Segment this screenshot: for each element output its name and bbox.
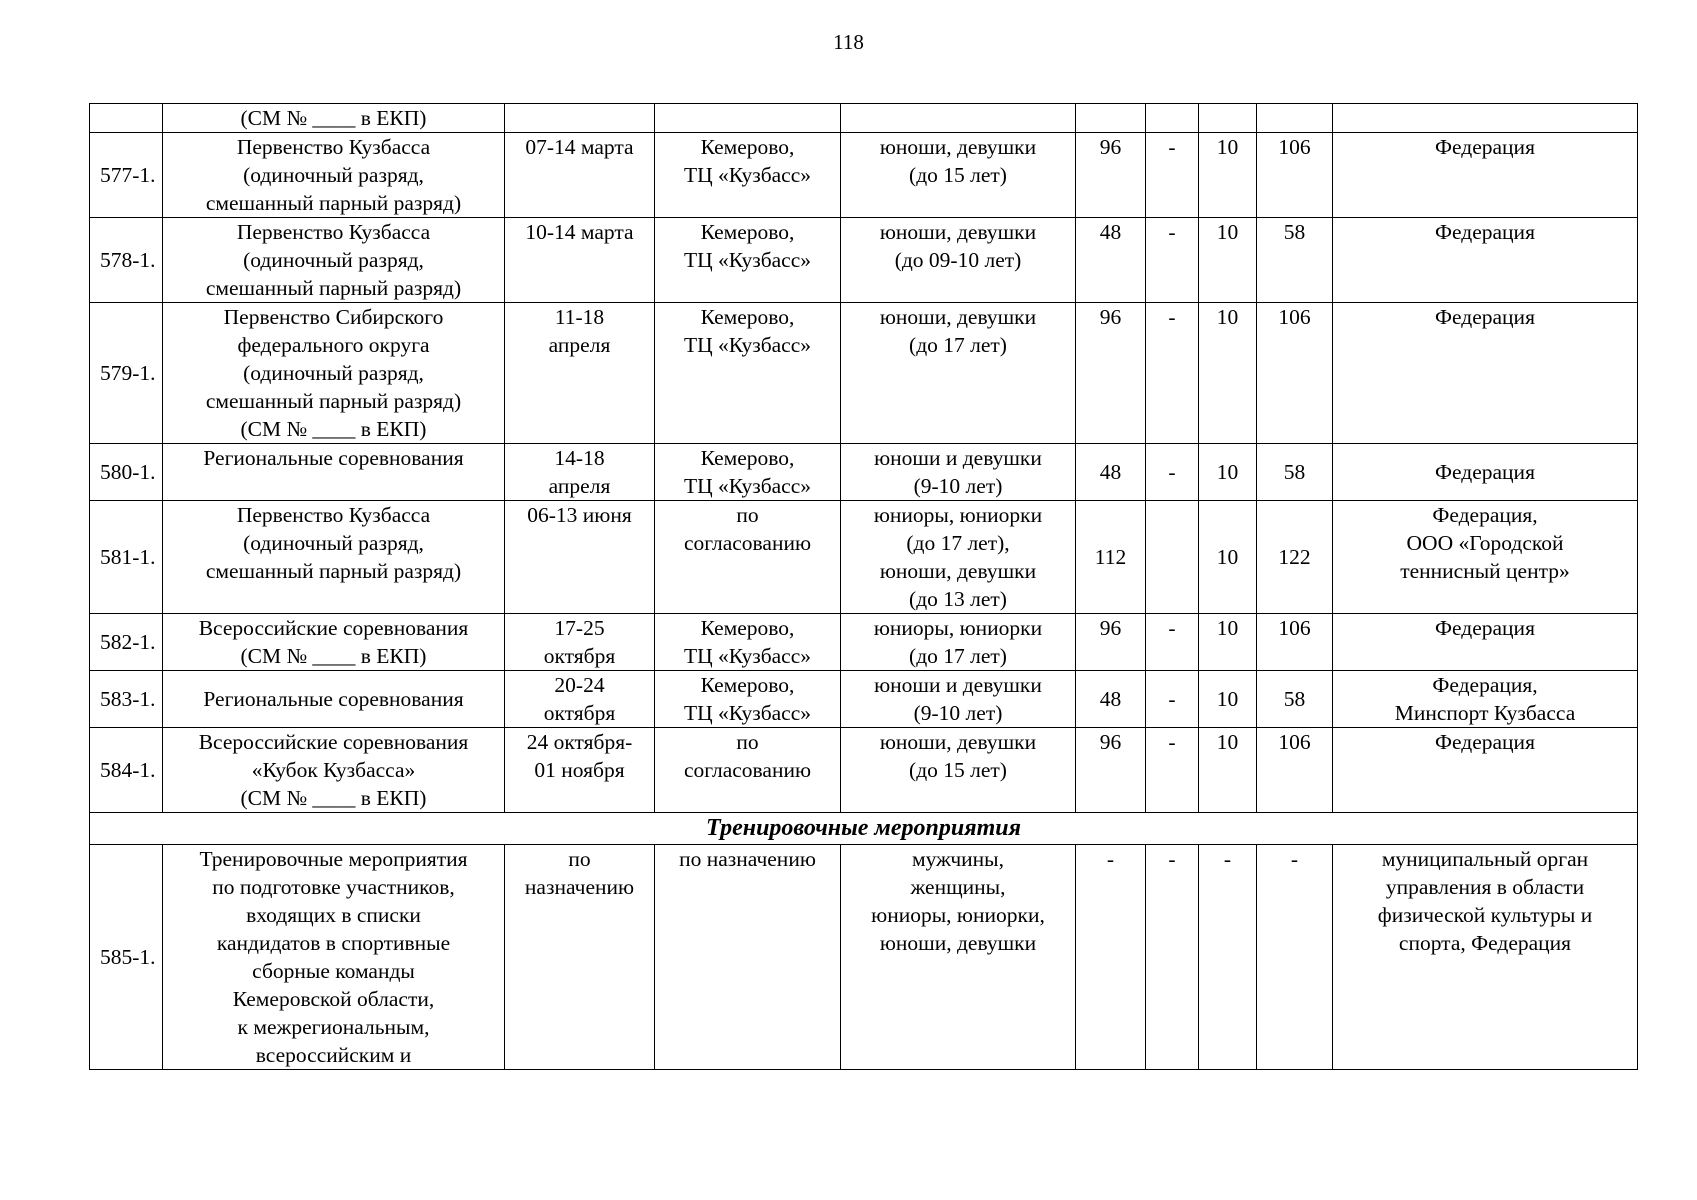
cell-group (841, 303, 1076, 444)
cell-date (505, 614, 655, 671)
group-line: юноши, девушки (879, 559, 1037, 583)
cell-count-3: - (1199, 845, 1257, 1070)
cell-event-name (163, 104, 505, 133)
event-name-line: смешанный парный разряд) (205, 276, 462, 300)
cell-count-2 (1146, 104, 1199, 133)
cell-count-total: 106 (1257, 614, 1333, 671)
event-name-line: (одиночный разряд, (243, 531, 424, 555)
date-line: 11-18 (554, 305, 605, 329)
cell-count-1: 96 (1076, 303, 1146, 444)
date-line: 07-14 марта (525, 135, 634, 159)
cell-count-2: - (1146, 133, 1199, 218)
cell-group (841, 728, 1076, 813)
cell-count-2: - (1146, 218, 1199, 303)
cell-organizer (1333, 845, 1638, 1070)
place-line: ТЦ «Кузбасс» (683, 701, 812, 725)
event-name-line: (одиночный разряд, (243, 361, 424, 385)
organizer-line: муниципальный орган (1381, 847, 1589, 871)
event-name-line: федерального округа (237, 333, 430, 357)
group-line: юноши и девушки (874, 446, 1042, 470)
cell-number (90, 104, 163, 133)
event-name-line: (одиночный разряд, (243, 163, 424, 187)
cell-group (841, 845, 1076, 1070)
cell-organizer (1333, 671, 1638, 728)
cell-date (505, 671, 655, 728)
group-line: юниоры, юниорки (873, 503, 1043, 527)
event-name-line: Тренировочные мероприятия (199, 847, 468, 871)
place-line: согласованию (683, 531, 812, 555)
cell-organizer (1333, 728, 1638, 813)
date-line: 01 ноября (534, 758, 625, 782)
date-line: по (568, 847, 591, 871)
cell-count-3: 10 (1199, 671, 1257, 728)
date-line: апреля (548, 474, 611, 498)
cell-number: 584-1. (90, 728, 163, 813)
cell-count-1: 96 (1076, 614, 1146, 671)
cell-count-1: 96 (1076, 728, 1146, 813)
cell-count-2: - (1146, 728, 1199, 813)
place-line: по (736, 503, 759, 527)
event-name-line: кандидатов в спортивные (216, 931, 451, 955)
cell-organizer (1333, 501, 1638, 614)
organizer-line: Минспорт Кузбасса (1394, 701, 1576, 725)
cell-number: 577-1. (90, 133, 163, 218)
place-line: Кемерово, (700, 673, 795, 697)
cell-group (841, 501, 1076, 614)
cell-date (505, 218, 655, 303)
cell-count-3: 10 (1199, 218, 1257, 303)
date-line: 17-25 (554, 616, 605, 640)
cell-number: 580-1. (90, 444, 163, 501)
organizer-line: управления в области (1385, 875, 1585, 899)
events-table (89, 103, 1638, 1070)
cell-date (505, 104, 655, 133)
organizer-line: теннисный центр» (1400, 559, 1570, 583)
cell-count-total: 58 (1257, 218, 1333, 303)
organizer-line: Федерация, (1432, 673, 1538, 697)
date-line: 24 октября- (526, 730, 633, 754)
cell-count-total: 122 (1257, 501, 1333, 614)
event-name-line: «Кубок Кузбасса» (251, 758, 416, 782)
cell-place (655, 845, 841, 1070)
group-line: юноши, девушки (879, 305, 1037, 329)
cell-number: 582-1. (90, 614, 163, 671)
place-line: Кемерово, (700, 446, 795, 470)
cell-event-name (163, 501, 505, 614)
event-name-line: Всероссийские соревнования (198, 730, 469, 754)
place-line: ТЦ «Кузбасс» (683, 474, 812, 498)
cell-date (505, 501, 655, 614)
table-row (90, 218, 1638, 303)
cell-count-3: 10 (1199, 614, 1257, 671)
cell-organizer (1333, 218, 1638, 303)
cell-place (655, 444, 841, 501)
cell-place (655, 614, 841, 671)
cell-place (655, 303, 841, 444)
group-line: (9-10 лет) (913, 701, 1003, 725)
organizer-line: ООО «Городской (1406, 531, 1564, 555)
event-name-line: смешанный парный разряд) (205, 559, 462, 583)
cell-count-3: 10 (1199, 501, 1257, 614)
cell-date (505, 303, 655, 444)
cell-count-3 (1199, 104, 1257, 133)
event-name-line: Первенство Кузбасса (236, 220, 431, 244)
event-name-line: (СМ № ____ в ЕКП) (240, 786, 427, 810)
cell-count-1: 48 (1076, 218, 1146, 303)
cell-count-total: 58 (1257, 444, 1333, 501)
cell-place (655, 501, 841, 614)
date-line: 06-13 июня (527, 503, 632, 527)
table-row-continued (90, 104, 1638, 133)
date-line: назначению (524, 875, 635, 899)
group-line: (9-10 лет) (913, 474, 1003, 498)
table-row (90, 444, 1638, 501)
cell-organizer (1333, 444, 1638, 501)
date-line: октября (543, 701, 616, 725)
table-row (90, 501, 1638, 614)
place-line: ТЦ «Кузбасс» (683, 248, 812, 272)
date-line: 10-14 марта (525, 220, 634, 244)
cell-event-name (163, 444, 505, 501)
cell-date (505, 845, 655, 1070)
event-name-line: Всероссийские соревнования (198, 616, 469, 640)
event-name-line: Первенство Кузбасса (236, 503, 431, 527)
cell-count-1: - (1076, 845, 1146, 1070)
cell-organizer (1333, 303, 1638, 444)
cell-count-1 (1076, 104, 1146, 133)
cell-count-1: 48 (1076, 444, 1146, 501)
cell-group (841, 444, 1076, 501)
cell-group (841, 133, 1076, 218)
cell-place (655, 671, 841, 728)
table-row (90, 728, 1638, 813)
cell-event-name (163, 614, 505, 671)
cell-place (655, 728, 841, 813)
table-row (90, 845, 1638, 1070)
organizer-line: Федерация (1435, 730, 1535, 754)
cell-number: 585-1. (90, 845, 163, 1070)
cell-event-name (163, 303, 505, 444)
cell-date (505, 133, 655, 218)
cell-count-3: 10 (1199, 133, 1257, 218)
place-line: ТЦ «Кузбасс» (683, 163, 812, 187)
table-row (90, 303, 1638, 444)
date-line: 14-18 (554, 446, 605, 470)
cell-date (505, 728, 655, 813)
organizer-line: Федерация (1435, 220, 1535, 244)
page-number: 118 (833, 30, 864, 54)
cell-count-1: 48 (1076, 671, 1146, 728)
cell-number: 579-1. (90, 303, 163, 444)
cell-count-2 (1146, 501, 1199, 614)
cell-count-total: 106 (1257, 133, 1333, 218)
event-name-line: сборные команды (252, 959, 415, 983)
cell-place (655, 104, 841, 133)
cell-count-3: 10 (1199, 444, 1257, 501)
event-name-line: (СМ № ____ в ЕКП) (240, 417, 427, 441)
cell-count-1: 96 (1076, 133, 1146, 218)
group-line: юноши, девушки (879, 730, 1037, 754)
section-title: Тренировочные мероприятия (90, 813, 1638, 845)
event-name-line: по подготовке участников, (212, 875, 455, 899)
cell-count-total: 106 (1257, 728, 1333, 813)
cell-count-total: 106 (1257, 303, 1333, 444)
place-line: Кемерово, (700, 305, 795, 329)
event-name-line: (одиночный разряд, (243, 248, 424, 272)
group-line: юниоры, юниорки, (871, 903, 1045, 927)
event-name-line: смешанный парный разряд) (205, 389, 462, 413)
organizer-line: Федерация (1435, 616, 1535, 640)
cell-group (841, 614, 1076, 671)
group-line: (до 17 лет) (909, 644, 1007, 668)
cell-event-name (163, 133, 505, 218)
event-name-line: смешанный парный разряд) (205, 191, 462, 215)
organizer-line: Федерация (1435, 305, 1535, 329)
place-line: согласованию (683, 758, 812, 782)
place-line: Кемерово, (700, 616, 795, 640)
organizer-line: физической культуры и (1377, 903, 1593, 927)
cell-count-2: - (1146, 444, 1199, 501)
section-row (90, 813, 1638, 845)
group-line: юниоры, юниорки (873, 616, 1043, 640)
cell-event-name (163, 671, 505, 728)
event-name-line: (СМ № ____ в ЕКП) (240, 644, 427, 668)
table-row (90, 133, 1638, 218)
date-line: 20-24 (554, 673, 605, 697)
cell-place (655, 133, 841, 218)
group-line: юноши, девушки (879, 931, 1037, 955)
cell-organizer (1333, 614, 1638, 671)
cell-number: 581-1. (90, 501, 163, 614)
group-line: (до 17 лет) (909, 333, 1007, 357)
group-line: юноши и девушки (874, 673, 1042, 697)
cell-number: 578-1. (90, 218, 163, 303)
group-line: (до 13 лет) (909, 587, 1007, 611)
cell-group (841, 218, 1076, 303)
event-name-line: Региональные соревнования (203, 687, 464, 711)
group-line: мужчины, (911, 847, 1005, 871)
cell-event-name (163, 728, 505, 813)
group-line: (до 15 лет) (909, 163, 1007, 187)
cell-event-name (163, 218, 505, 303)
cell-count-1: 112 (1076, 501, 1146, 614)
cell-count-3: 10 (1199, 303, 1257, 444)
cell-event-name (163, 845, 505, 1070)
cell-group (841, 104, 1076, 133)
group-line: (до 15 лет) (909, 758, 1007, 782)
organizer-line: спорта, Федерация (1398, 931, 1572, 955)
cell-group (841, 671, 1076, 728)
cell-count-total: - (1257, 845, 1333, 1070)
cell-count-2: - (1146, 845, 1199, 1070)
event-name-line: Кемеровской области, (232, 987, 435, 1011)
organizer-line: Федерация (1435, 135, 1535, 159)
event-name-line: Первенство Кузбасса (236, 135, 431, 159)
table-row (90, 671, 1638, 728)
place-line: Кемерово, (700, 220, 795, 244)
place-line: ТЦ «Кузбасс» (683, 644, 812, 668)
place-line: по (736, 730, 759, 754)
event-name-line: (СМ № ____ в ЕКП) (240, 106, 427, 130)
table-row (90, 614, 1638, 671)
cell-count-2: - (1146, 671, 1199, 728)
date-line: октября (543, 644, 616, 668)
cell-number: 583-1. (90, 671, 163, 728)
organizer-line: Федерация (1435, 460, 1535, 484)
event-name-line: всероссийским и (255, 1043, 412, 1067)
cell-organizer (1333, 104, 1638, 133)
event-name-line: Региональные соревнования (203, 446, 464, 470)
event-name-line: Первенство Сибирского (223, 305, 444, 329)
cell-count-total (1257, 104, 1333, 133)
cell-date (505, 444, 655, 501)
cell-count-total: 58 (1257, 671, 1333, 728)
cell-organizer (1333, 133, 1638, 218)
place-line: по назначению (679, 847, 816, 871)
group-line: (до 17 лет), (906, 531, 1010, 555)
date-line: апреля (548, 333, 611, 357)
group-line: (до 09-10 лет) (894, 248, 1022, 272)
event-name-line: входящих в списки (246, 903, 421, 927)
place-line: ТЦ «Кузбасс» (683, 333, 812, 357)
event-name-line: к межрегиональным, (237, 1015, 430, 1039)
cell-count-3: 10 (1199, 728, 1257, 813)
organizer-line: Федерация, (1432, 503, 1538, 527)
group-line: юноши, девушки (879, 220, 1037, 244)
cell-count-2: - (1146, 303, 1199, 444)
cell-place (655, 218, 841, 303)
place-line: Кемерово, (700, 135, 795, 159)
group-line: женщины, (910, 875, 1006, 899)
cell-count-2: - (1146, 614, 1199, 671)
group-line: юноши, девушки (879, 135, 1037, 159)
